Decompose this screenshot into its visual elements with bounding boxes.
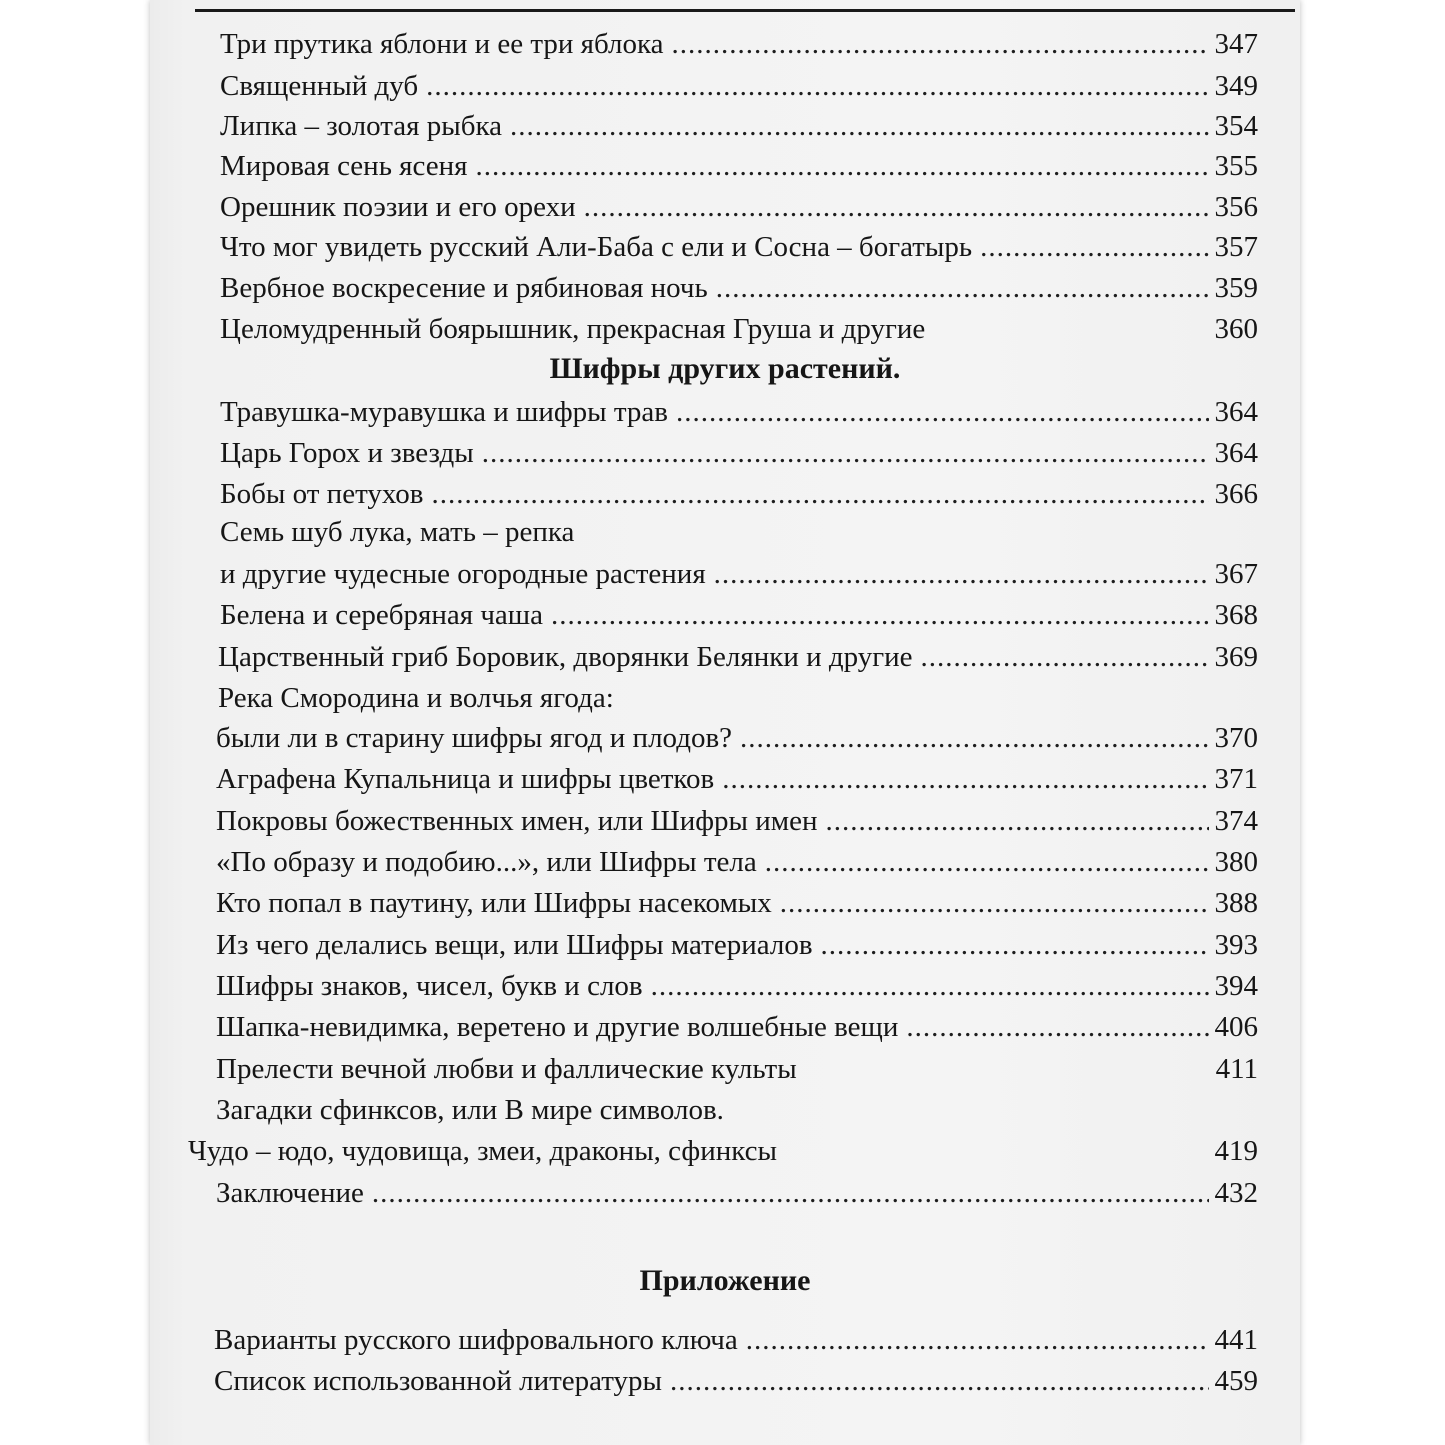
toc-entry — [220, 476, 1258, 512]
toc-entry-page: 359 — [1214, 272, 1258, 304]
toc-entry-page: 393 — [1214, 929, 1258, 961]
toc-entry — [216, 844, 1258, 880]
toc-entry-title: Кто попал в паутину, или Шифры насекомых — [216, 887, 772, 919]
toc-entry-page: 366 — [1214, 478, 1258, 510]
toc-entry — [214, 1322, 1258, 1358]
toc-entry-title: Чудо – юдо, чудовища, змеи, драконы, сфинксы — [188, 1135, 777, 1167]
toc-entry — [220, 597, 1258, 633]
leader-dots — [551, 597, 1209, 633]
toc-entry — [220, 229, 1258, 265]
toc-entry-page: 411 — [1215, 1053, 1258, 1085]
toc-entry-title: Шапка-невидимка, веретено и другие волшебные вещи — [216, 1011, 899, 1043]
toc-entry — [220, 435, 1258, 471]
toc-entry — [216, 803, 1258, 839]
leader-dots — [740, 720, 1208, 756]
section-heading: Шифры других растений. — [549, 352, 901, 385]
toc-entry-title: Покровы божественных имен, или Шифры имен — [216, 805, 818, 837]
toc-entry-title: Царственный гриб Боровик, дворянки Белянки и другие — [218, 641, 913, 673]
toc-entry — [220, 68, 1258, 104]
toc-entry-page: 459 — [1214, 1365, 1258, 1397]
toc-entry — [220, 394, 1258, 430]
toc-entry-page: 368 — [1214, 599, 1258, 631]
leader-dots — [372, 1175, 1209, 1211]
toc-entry-title: Что мог увидеть русский Али-Баба с ели и Сосна – богатырь — [220, 231, 973, 263]
appendix-heading: Приложение — [639, 1264, 811, 1297]
toc-entry — [220, 148, 1258, 184]
toc-entry-page: 360 — [1214, 313, 1258, 345]
toc-entry-title: Шифры знаков, чисел, букв и слов — [216, 970, 643, 1002]
toc-entry-title: Орешник поэзии и его орехи — [220, 191, 576, 223]
leader-dots — [475, 148, 1208, 184]
leader-dots — [676, 394, 1209, 430]
toc-entry-page: 354 — [1214, 110, 1258, 142]
toc-entry-page: 349 — [1214, 70, 1258, 102]
toc-entry-title-line: Река Смородина и волчья ягода: — [218, 682, 614, 714]
toc-entry-title: Из чего делались вещи, или Шифры материалов — [216, 929, 813, 961]
toc-entry-title: Белена и серебряная чаша — [220, 599, 543, 631]
leader-dots — [780, 885, 1209, 921]
toc-entry — [216, 761, 1258, 797]
leader-dots — [821, 927, 1209, 963]
toc-entry — [220, 189, 1258, 225]
toc-entry — [220, 556, 1258, 592]
toc-entry-title: Варианты русского шифровального ключа — [214, 1324, 738, 1356]
top-rule — [195, 9, 1295, 12]
toc-entry-page: 357 — [1214, 231, 1258, 263]
toc-entry-page: 356 — [1214, 191, 1258, 223]
toc-entry-page: 394 — [1214, 970, 1258, 1002]
toc-entry-title: Заключение — [216, 1177, 364, 1209]
toc-entry-page: 388 — [1214, 887, 1258, 919]
toc-entry-page: 364 — [1214, 437, 1258, 469]
toc-entry-title: Целомудренный боярышник, прекрасная Груша и другие — [220, 313, 926, 345]
leader-dots — [906, 1009, 1208, 1045]
toc-entry-title: Список использованной литературы — [214, 1365, 663, 1397]
toc-entry — [216, 927, 1258, 963]
toc-entry — [220, 26, 1258, 62]
leader-dots — [431, 476, 1208, 512]
toc-entry-title: и другие чудесные огородные растения — [220, 558, 706, 590]
toc-entry-title: Аграфена Купальница и шифры цветков — [216, 763, 715, 795]
toc-entry — [220, 108, 1258, 144]
toc-entry-page: 406 — [1214, 1011, 1258, 1043]
toc-entry-title: Липка – золотая рыбка — [220, 110, 502, 142]
toc-entry — [220, 270, 1258, 306]
toc-entry-title: Вербное воскресение и рябиновая ночь — [220, 272, 708, 304]
leader-dots — [426, 68, 1208, 104]
toc-entry-page: 355 — [1214, 150, 1258, 182]
toc-entry-title: Три прутика яблони и ее три яблока — [220, 28, 664, 60]
toc-entry — [216, 1175, 1258, 1211]
toc-entry-page: 441 — [1214, 1324, 1258, 1356]
toc-entry-title-line: Загадки сфинксов, или В мире символов. — [216, 1094, 724, 1126]
toc-entry-title: Царь Горох и звезды — [220, 437, 474, 469]
toc-entry-title: Священный дуб — [220, 70, 419, 102]
toc-entry — [220, 311, 1258, 347]
toc-entry — [216, 1051, 1258, 1087]
leader-dots — [722, 761, 1208, 797]
toc-entry-page: 432 — [1214, 1177, 1258, 1209]
leader-dots — [980, 229, 1208, 265]
leader-dots — [651, 968, 1209, 1004]
leader-dots — [510, 108, 1209, 144]
toc-entry — [218, 639, 1258, 675]
toc-entry — [216, 720, 1258, 756]
toc-entry-page: 347 — [1214, 28, 1258, 60]
leader-dots — [670, 1363, 1208, 1399]
toc-entry-title: Травушка-муравушка и шифры трав — [220, 396, 668, 428]
toc-entry-page: 374 — [1214, 805, 1258, 837]
toc-entry — [214, 1363, 1258, 1399]
toc-entry-page: 364 — [1214, 396, 1258, 428]
leader-dots — [746, 1322, 1209, 1358]
leader-dots — [672, 26, 1209, 62]
toc-entry-page: 367 — [1214, 558, 1258, 590]
leader-dots — [716, 270, 1209, 306]
leader-dots — [765, 844, 1209, 880]
leader-dots — [482, 435, 1209, 471]
toc-entry-title: «По образу и подобию...», или Шифры тела — [216, 846, 757, 878]
leader-dots — [714, 556, 1209, 592]
toc-entry — [216, 1009, 1258, 1045]
leader-dots — [921, 639, 1209, 675]
toc-entry-title: Мировая сень ясеня — [220, 150, 468, 182]
toc-entry — [216, 968, 1258, 1004]
toc-entry-page: 370 — [1214, 722, 1258, 754]
toc-entry-page: 371 — [1214, 763, 1258, 795]
toc-entry-title: Прелести вечной любви и фаллические культы — [216, 1053, 797, 1085]
toc-entry-page: 369 — [1214, 641, 1258, 673]
leader-dots — [584, 189, 1209, 225]
toc-entry — [188, 1133, 1258, 1169]
toc-entry-title: Бобы от петухов — [220, 478, 424, 510]
toc-entry-title: были ли в старину шифры ягод и плодов? — [216, 722, 733, 754]
book-page — [150, 0, 1300, 1445]
toc-entry-page: 380 — [1214, 846, 1258, 878]
toc-entry-page: 419 — [1214, 1135, 1258, 1167]
toc-entry — [216, 885, 1258, 921]
toc-entry-title-line: Семь шуб лука, мать – репка — [220, 516, 575, 548]
leader-dots — [826, 803, 1209, 839]
